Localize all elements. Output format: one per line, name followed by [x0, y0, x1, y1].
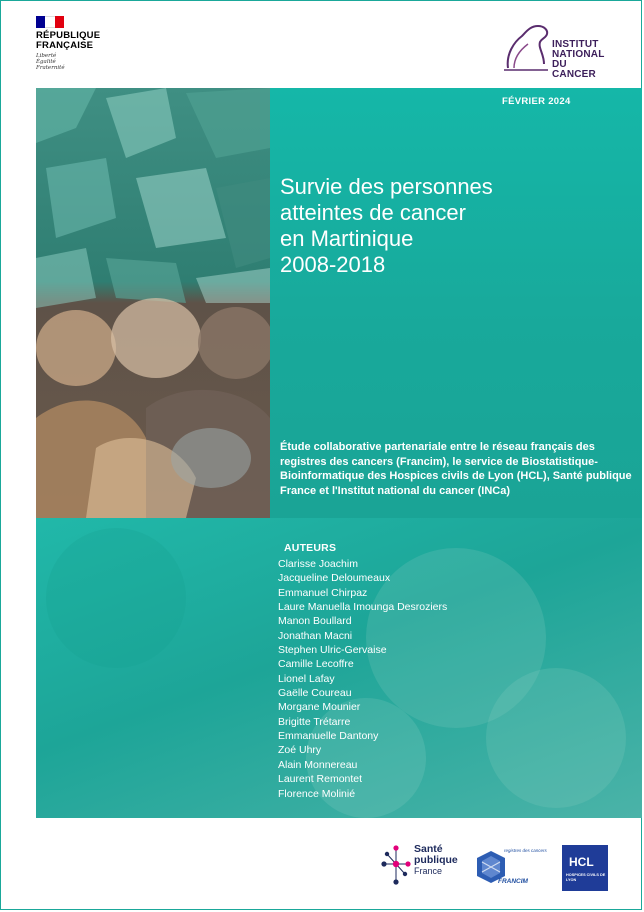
author-name: Emmanuelle Dantony	[278, 730, 379, 743]
hcl-full-name: HOSPICES CIVILS DE LYON	[566, 873, 606, 882]
inca-logo	[500, 20, 610, 80]
francim-logo	[474, 846, 554, 888]
author-name: Clarisse Joachim	[278, 558, 358, 570]
author-name: Morgane Mounier	[278, 701, 361, 714]
author-name: Jacqueline Deloumeaux	[278, 572, 391, 585]
author-name: Camille Lecoffre	[278, 658, 354, 671]
author-name: Stephen Ulric-Gervaise	[278, 644, 387, 657]
authors-list	[278, 557, 447, 801]
francim-name: FRANCIM	[498, 878, 528, 885]
inca-emblem-icon	[500, 20, 560, 74]
french-flag-icon	[36, 16, 64, 28]
hcl-logo	[562, 845, 608, 891]
authors-heading: AUTEURS	[284, 542, 337, 554]
author-name: Alain Monnereau	[278, 758, 358, 771]
publication-date: FÉVRIER 2024	[502, 96, 571, 107]
cover-block	[36, 88, 642, 818]
author-name: Emmanuel Chirpaz	[278, 586, 368, 599]
republique-francaise-logo	[36, 16, 126, 76]
crowd-photo	[36, 88, 270, 518]
page-title: Survie des personnes atteintes de cancer en Martinique 2008-2018	[280, 174, 493, 277]
author-name: Laurent Remontet	[278, 773, 363, 786]
author-name: Brigitte Trétarre	[278, 715, 351, 728]
crowd-photo-image	[36, 88, 270, 518]
author-name: Zoé Uhry	[278, 744, 322, 757]
sante-publique-france-logo	[380, 842, 460, 892]
inca-name: INSTITUT NATIONAL DU CANCER	[552, 39, 605, 80]
author-name: Laure Manuella Imounga Desroziers	[278, 601, 448, 614]
author-name: Florence Molinié	[278, 787, 356, 800]
republic-motto: Liberté Égalité Fraternité	[36, 53, 65, 71]
author-name: Gaëlle Coureau	[278, 687, 352, 700]
hcl-name: HCL	[569, 855, 594, 869]
author-name: Jonathan Macni	[278, 629, 353, 642]
study-description: Étude collaborative partenariale entre le réseau français des registres des cancers (Francim), le service de Biostatistique-Bioinformatique des Hospices civils de Lyon (HCL), Santé publique France et l'Institut national du cancer (INCa)	[280, 441, 632, 497]
sante-publique-name: Santé publique France	[414, 843, 458, 876]
francim-tagline: registres des cancers	[504, 848, 547, 853]
republic-name: RÉPUBLIQUE FRANÇAISE	[36, 30, 101, 51]
author-name: Lionel Lafay	[278, 672, 335, 685]
author-name: Manon Boullard	[278, 615, 352, 628]
molecule-icon	[380, 842, 412, 888]
